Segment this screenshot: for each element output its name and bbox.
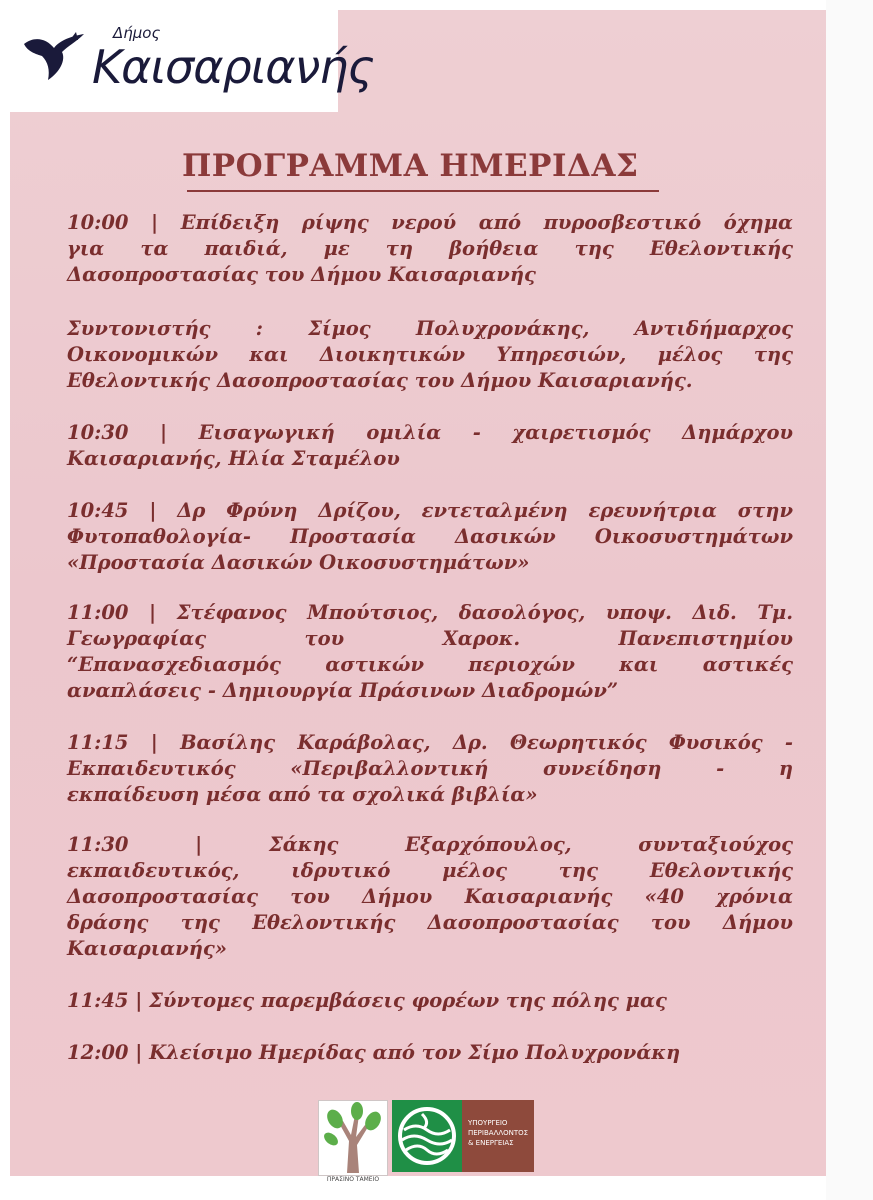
- ministry-emblem: [392, 1100, 462, 1172]
- program-line: εκπαίδευση μέσα από τα σχολικά βιβλία»: [67, 783, 538, 806]
- program-item-1115: [67, 730, 793, 808]
- program-line: 11:15 | Βασίλης Καράβολας, Δρ. Θεωρητικός Φυσικός -: [67, 731, 793, 754]
- municipality-logo: [10, 10, 374, 112]
- green-fund-tree-icon: [319, 1101, 387, 1175]
- program-item-1030: [67, 420, 793, 472]
- logo-municipality-name: Καισαριανής: [92, 40, 374, 94]
- ministry-globe-icon: [392, 1100, 462, 1172]
- bird-logo-icon: [20, 30, 90, 90]
- program-line: Γεωγραφίας του Χαροκ. Πανεπιστημίου: [67, 627, 793, 650]
- program-item-1100: [67, 600, 793, 704]
- program-line: “Επανασχεδιασμός αστικών περιοχών και αστικές: [67, 653, 793, 676]
- program-line: «Προστασία Δασικών Οικοσυστημάτων»: [67, 551, 530, 574]
- flyer-sheet: [10, 10, 826, 1183]
- program-item-1045: [67, 498, 793, 576]
- program-line: δράσης της Εθελοντικής Δασοπροστασίας του Δήμου: [67, 911, 793, 934]
- program-item-1130: [67, 832, 793, 962]
- ministry-label: ΥΠΟΥΡΓΕΙΟ ΠΕΡΙΒΑΛΛΟΝΤΟΣ & ΕΝΕΡΓΕΙΑΣ: [462, 1100, 534, 1172]
- program-item-1000: [67, 210, 793, 288]
- program-line: αναπλάσεις - Δημιουργία Πράσινων Διαδρομών”: [67, 679, 619, 702]
- program-line: 10:45 | Δρ Φρύνη Δρίζου, εντεταλμένη ερευνήτρια στην: [67, 499, 793, 522]
- program-line: Δασοπροστασίας του Δήμου Καισαριανής: [67, 263, 536, 286]
- program-line: Συντονιστής : Σίμος Πολυχρονάκης, Αντιδήμαρχος: [67, 317, 793, 340]
- program-item-coordinator: [67, 316, 793, 394]
- program-item-1145: [67, 988, 793, 1014]
- program-line: για τα παιδιά, με τη βοήθεια της Εθελοντικής: [67, 237, 793, 260]
- program-line: 11:45 | Σύντομες παρεμβάσεις φορέων της πόλης μας: [67, 989, 667, 1012]
- program-line: Φυτοπαθολογία- Προστασία Δασικών Οικοσυστημάτων: [67, 525, 793, 548]
- program-line: Δασοπροστασίας του Δήμου Καισαριανής «40 χρόνια: [67, 885, 793, 908]
- program-line: Οικονομικών και Διοικητικών Υπηρεσιών, μέλος της: [67, 343, 793, 366]
- program-line: 10:30 | Εισαγωγική ομιλία - χαιρετισμός Δημάρχου: [67, 421, 793, 444]
- program-line: Καισαριανής, Ηλία Σταμέλου: [67, 447, 400, 470]
- title-underline: [187, 190, 659, 192]
- green-fund-caption: ΠΡΑΣΙΝΟ ΤΑΜΕΙΟ: [326, 1176, 380, 1183]
- program-item-1200: [67, 1040, 793, 1066]
- program-line: εκπαιδευτικός, ιδρυτικό μέλος της Εθελοντικής: [67, 859, 793, 882]
- program-line: 12:00 | Κλείσιμο Ημερίδας από τον Σίμο Πολυχρονάκη: [67, 1041, 681, 1064]
- program-line: Εθελοντικής Δασοπροστασίας του Δήμου Καισαριανής.: [67, 369, 693, 392]
- program-line: 11:30 | Σάκης Εξαρχόπουλος, συνταξιούχος: [67, 833, 793, 856]
- page-title: ΠΡΟΓΡΑΜΜΑ ΗΜΕΡΙΔΑΣ: [182, 148, 639, 184]
- program-line: 10:00 | Επίδειξη ρίψης νερού από πυροσβεστικό όχημα: [67, 211, 793, 234]
- sponsor-logos: [318, 1100, 534, 1186]
- program-line: Καισαριανής»: [67, 937, 227, 960]
- green-fund-logo: [318, 1100, 388, 1176]
- program-line: Εκπαιδευτικός «Περιβαλλοντική συνείδηση - η: [67, 757, 793, 780]
- scan-margin: [826, 0, 873, 1200]
- program-line: 11:00 | Στέφανος Μπούτσιος, δασολόγος, υποψ. Διδ. Τμ.: [67, 601, 793, 624]
- logo-municipality-label: Δήμος: [113, 24, 161, 42]
